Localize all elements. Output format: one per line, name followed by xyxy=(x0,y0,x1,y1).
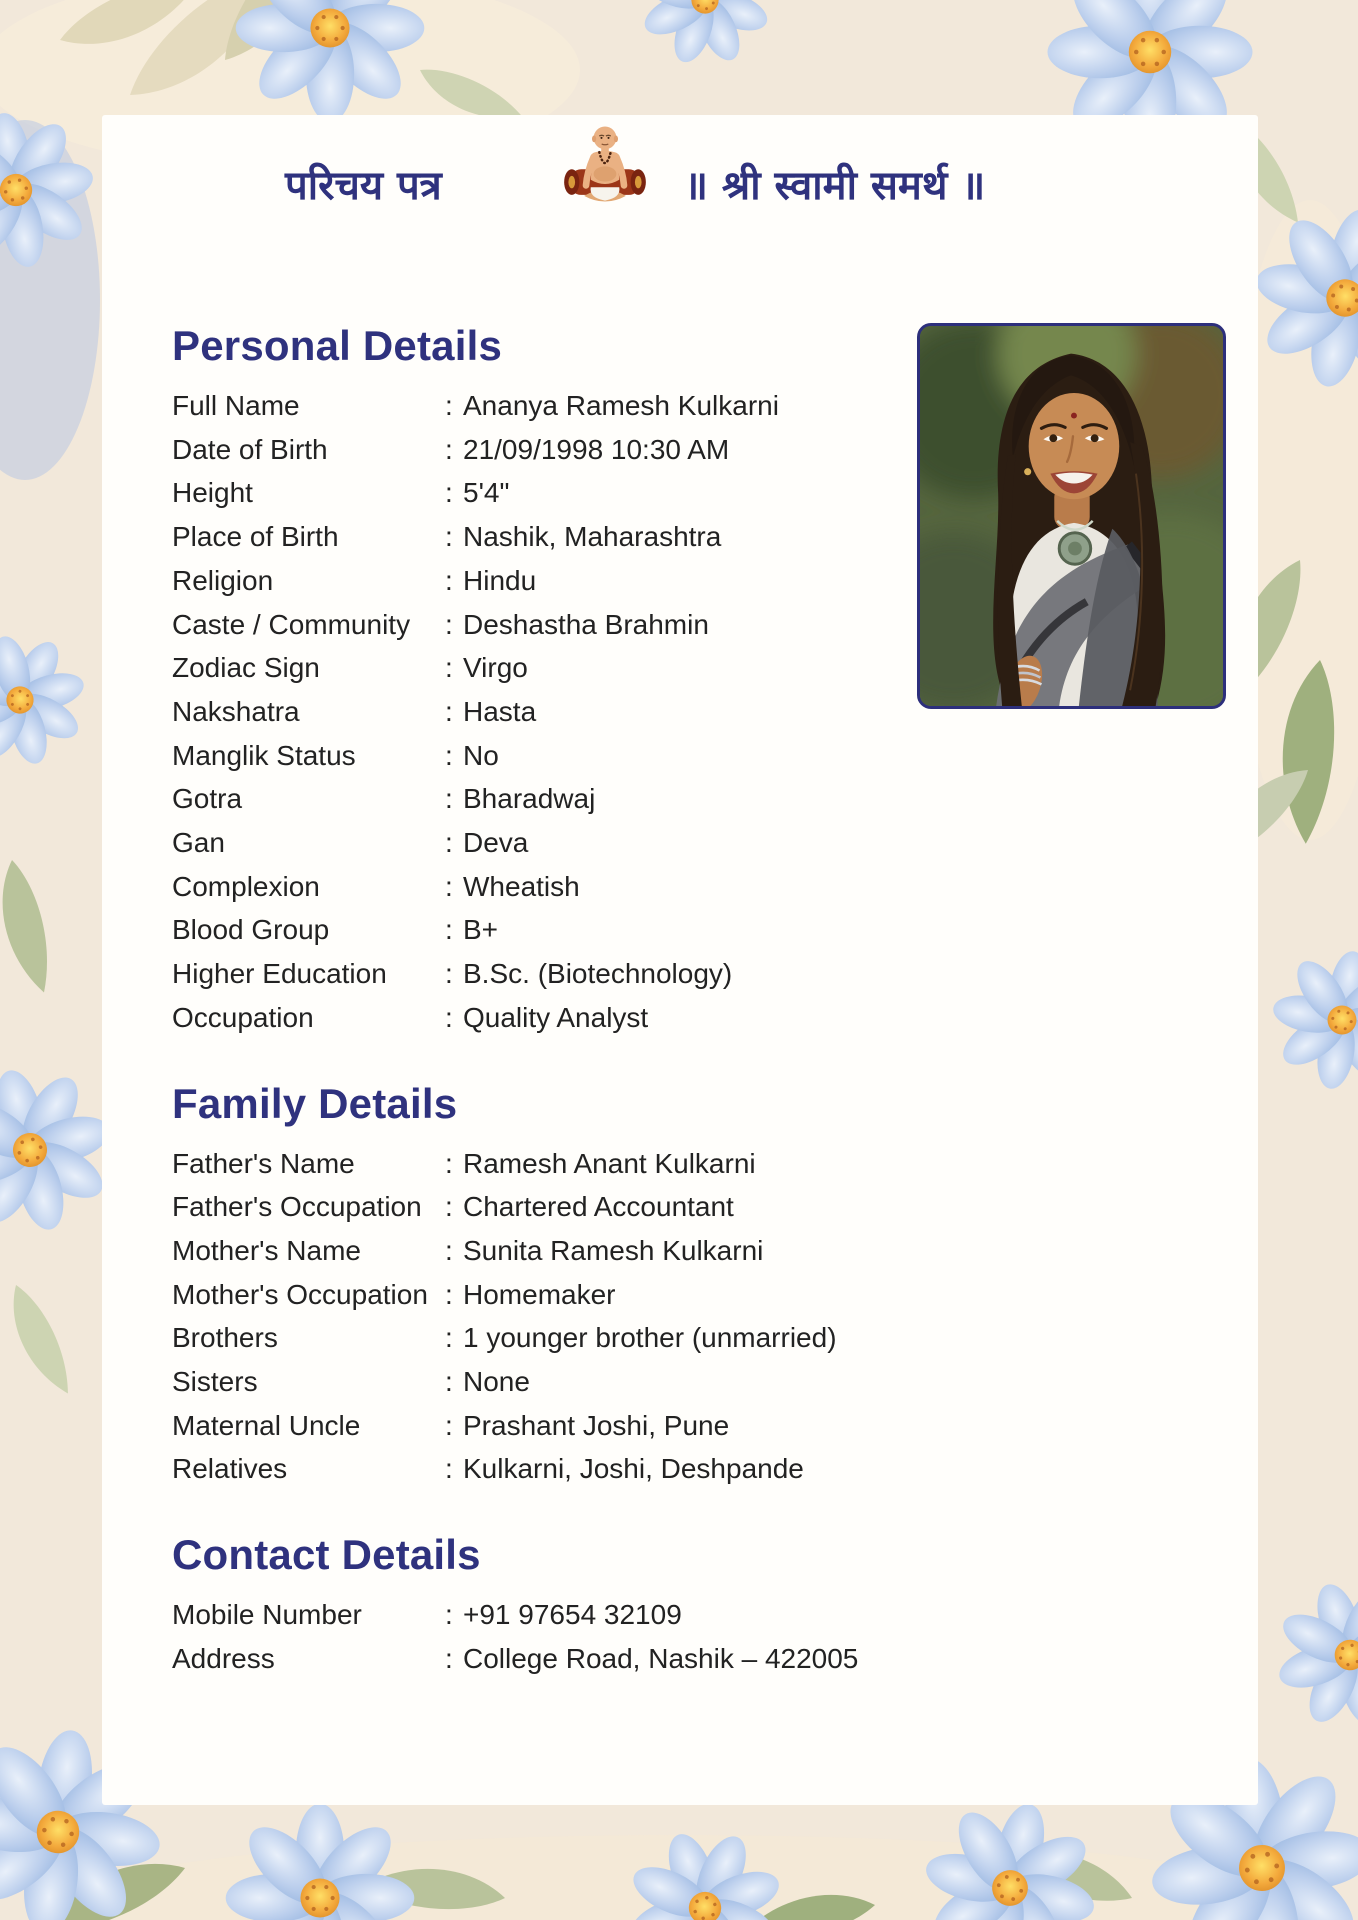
row-value: Bharadwaj xyxy=(463,783,596,815)
row-value: Nashik, Maharashtra xyxy=(463,521,722,553)
detail-row-religion xyxy=(172,559,912,603)
row-value: Chartered Accountant xyxy=(463,1191,734,1223)
detail-row-blood-group xyxy=(172,908,912,952)
swami-samarth-icon xyxy=(557,117,653,212)
section-personal-details xyxy=(172,322,912,1040)
family-details-heading: Family Details xyxy=(172,1079,458,1127)
detail-row-mothers-occupation xyxy=(172,1273,912,1317)
row-colon: : xyxy=(445,1234,453,1266)
row-colon: : xyxy=(445,1453,453,1485)
section-contact-details xyxy=(172,1531,912,1680)
row-colon: : xyxy=(445,521,453,553)
row-colon: : xyxy=(445,1409,453,1441)
row-colon: : xyxy=(445,827,453,859)
row-value: Ramesh Anant Kulkarni xyxy=(463,1147,756,1179)
row-label: Caste / Community xyxy=(172,608,411,640)
row-value: 21/09/1998 10:30 AM xyxy=(463,433,730,465)
row-value: 1 younger brother (unmarried) xyxy=(463,1322,837,1354)
row-value: Virgo xyxy=(463,652,528,684)
detail-row-manglik-status xyxy=(172,734,912,778)
detail-row-sisters xyxy=(172,1360,912,1404)
row-colon: : xyxy=(445,477,453,509)
detail-row-nakshatra xyxy=(172,690,912,734)
detail-row-zodiac-sign xyxy=(172,646,912,690)
row-colon: : xyxy=(445,564,453,596)
detail-row-address xyxy=(172,1637,912,1681)
row-label: Complexion xyxy=(172,870,320,902)
detail-row-maternal-uncle xyxy=(172,1404,912,1448)
row-label: Occupation xyxy=(172,1001,314,1033)
row-value: None xyxy=(463,1366,530,1398)
detail-row-date-of-birth xyxy=(172,428,912,472)
biodata-content xyxy=(172,322,912,1681)
row-label: Nakshatra xyxy=(172,695,300,727)
detail-row-place-of-birth xyxy=(172,515,912,559)
row-label: Full Name xyxy=(172,390,300,421)
row-colon: : xyxy=(445,390,453,421)
biodata-card xyxy=(102,115,1258,1805)
row-colon: : xyxy=(445,783,453,815)
row-label: Sisters xyxy=(172,1366,258,1398)
row-label: Brothers xyxy=(172,1322,278,1354)
detail-row-gan xyxy=(172,821,912,865)
row-colon: : xyxy=(445,1001,453,1033)
row-value: No xyxy=(463,739,499,771)
row-value: B+ xyxy=(463,914,499,946)
row-colon: : xyxy=(445,1147,453,1179)
row-colon: : xyxy=(445,914,453,946)
row-label: Manglik Status xyxy=(172,739,356,771)
row-label: Zodiac Sign xyxy=(172,652,320,684)
row-label: Maternal Uncle xyxy=(172,1409,361,1441)
row-label: Mother's Occupation xyxy=(172,1278,428,1310)
row-value: Quality Analyst xyxy=(463,1001,649,1033)
row-colon: : xyxy=(445,1322,453,1354)
row-value: Hasta xyxy=(463,695,537,727)
row-value: Deva xyxy=(463,827,529,859)
detail-row-occupation xyxy=(172,996,912,1040)
row-colon: : xyxy=(445,1278,453,1310)
page-title-devanagari: परिचय पत्र xyxy=(285,163,442,209)
row-label: Higher Education xyxy=(172,958,387,990)
row-colon: : xyxy=(445,433,453,465)
row-value: Homemaker xyxy=(463,1278,616,1310)
section-family-details xyxy=(172,1080,912,1492)
row-value: Sunita Ramesh Kulkarni xyxy=(463,1234,764,1266)
detail-row-complexion xyxy=(172,865,912,909)
detail-row-mobile-number xyxy=(172,1593,912,1637)
detail-row-full-name xyxy=(172,384,912,428)
detail-row-fathers-name xyxy=(172,1142,912,1186)
row-label: Father's Name xyxy=(172,1147,355,1179)
row-label: Religion xyxy=(172,564,274,596)
detail-row-relatives xyxy=(172,1447,912,1491)
row-value: Hindu xyxy=(463,564,537,596)
personal-details-heading: Personal Details xyxy=(172,322,503,369)
row-colon: : xyxy=(445,1599,453,1631)
row-value: Deshastha Brahmin xyxy=(463,608,709,640)
detail-row-height xyxy=(172,471,912,515)
row-colon: : xyxy=(445,1191,453,1223)
row-label: Gan xyxy=(172,827,225,859)
row-value: +91 97654 32109 xyxy=(463,1599,682,1631)
row-label: Father's Occupation xyxy=(172,1191,422,1223)
detail-row-fathers-occupation xyxy=(172,1185,912,1229)
row-colon: : xyxy=(445,608,453,640)
row-value: Wheatish xyxy=(463,870,580,902)
row-colon: : xyxy=(445,652,453,684)
row-label: Height xyxy=(172,477,253,509)
detail-row-mothers-name xyxy=(172,1229,912,1273)
row-label: Address xyxy=(172,1642,275,1674)
detail-row-gotra xyxy=(172,777,912,821)
row-value: Ananya Ramesh Kulkarni xyxy=(463,390,779,421)
row-colon: : xyxy=(445,739,453,771)
row-label: Relatives xyxy=(172,1453,288,1485)
row-value: College Road, Nashik – 422005 xyxy=(463,1642,859,1674)
detail-row-higher-education xyxy=(172,952,912,996)
deity-salutation-title: ॥ श्री स्वामी समर्थ ॥ xyxy=(684,163,986,209)
contact-details-heading: Contact Details xyxy=(172,1531,481,1579)
row-label: Date of Birth xyxy=(172,433,328,465)
row-label: Mobile Number xyxy=(172,1599,362,1631)
detail-row-caste-community xyxy=(172,603,912,647)
profile-photo xyxy=(917,323,1226,709)
row-label: Mother's Name xyxy=(172,1234,361,1266)
detail-row-brothers xyxy=(172,1316,912,1360)
row-value: 5'4" xyxy=(463,477,510,509)
row-colon: : xyxy=(445,958,453,990)
row-colon: : xyxy=(445,695,453,727)
row-colon: : xyxy=(445,1366,453,1398)
row-label: Gotra xyxy=(172,783,243,815)
row-label: Place of Birth xyxy=(172,521,339,553)
row-value: Kulkarni, Joshi, Deshpande xyxy=(463,1453,804,1485)
row-value: Prashant Joshi, Pune xyxy=(463,1409,730,1441)
row-label: Blood Group xyxy=(172,914,330,946)
row-colon: : xyxy=(445,870,453,902)
row-value: B.Sc. (Biotechnology) xyxy=(463,958,733,990)
row-colon: : xyxy=(445,1642,453,1674)
